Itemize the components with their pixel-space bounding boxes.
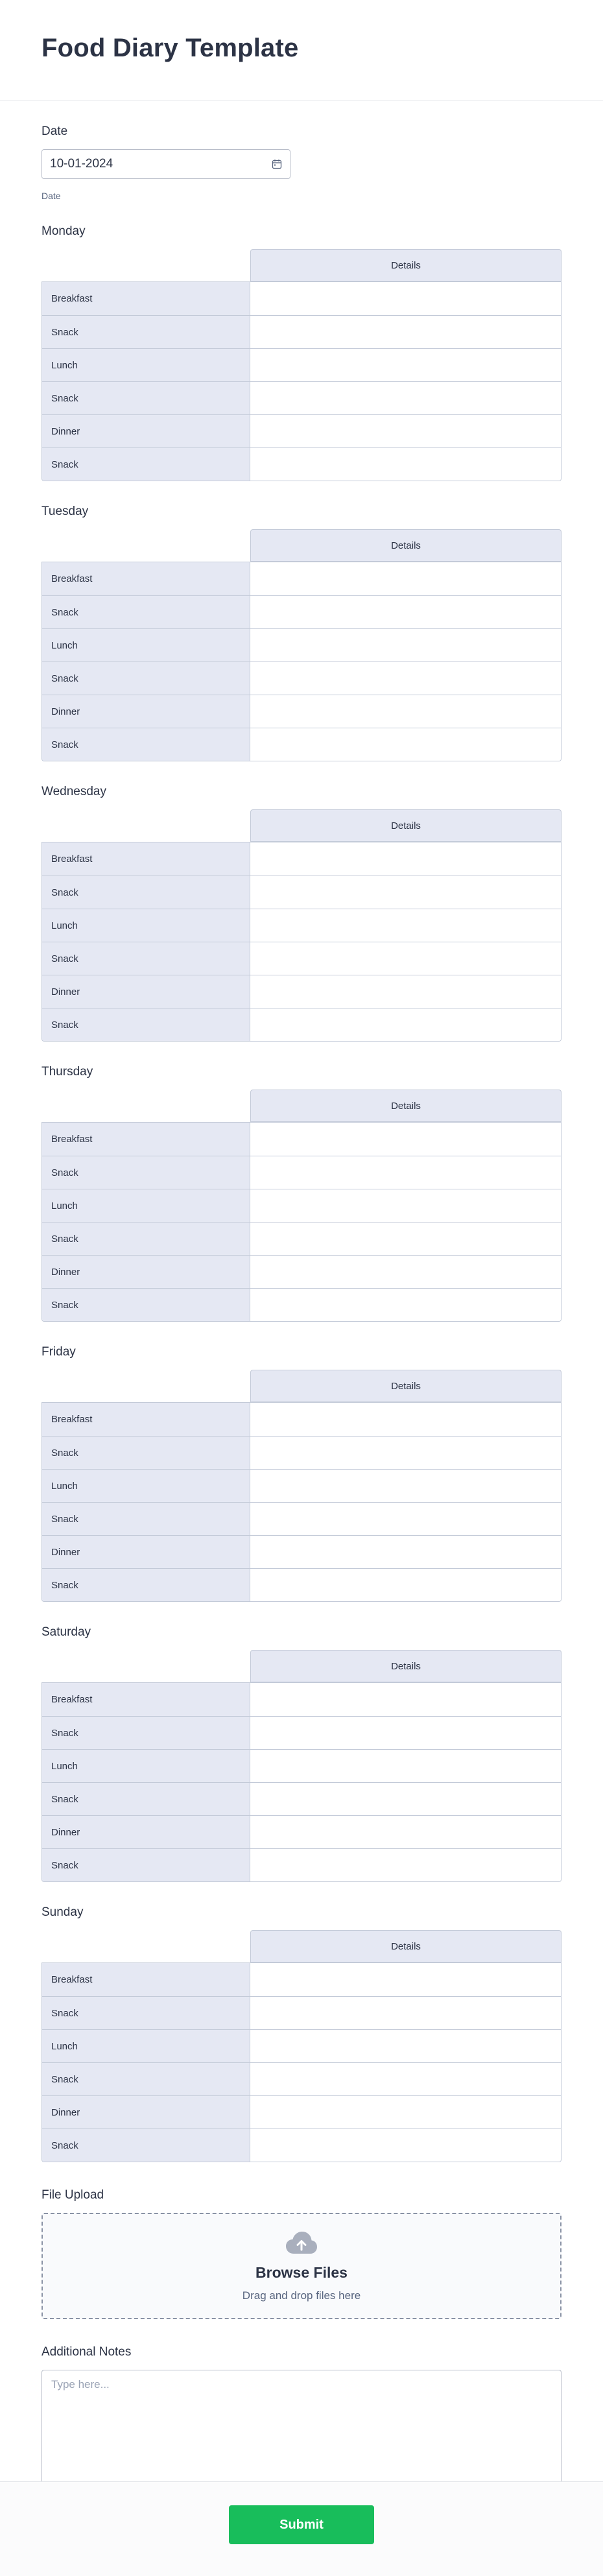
day-label: Thursday — [41, 1065, 93, 1079]
table-row — [42, 1815, 561, 1848]
meal-table-body — [41, 1122, 562, 1322]
meal-row-label: Snack — [42, 1437, 250, 1469]
day-section — [41, 785, 562, 1042]
date-input[interactable] — [50, 157, 244, 171]
details-input[interactable] — [250, 2129, 561, 2162]
details-cell[interactable] — [250, 1437, 561, 1469]
file-dropzone[interactable] — [41, 2213, 562, 2319]
table-row — [42, 282, 561, 315]
days-container — [41, 224, 562, 2162]
cloud-upload-icon — [285, 2230, 318, 2256]
details-input[interactable] — [250, 1156, 561, 1189]
details-cell[interactable] — [250, 1569, 561, 1601]
table-row — [42, 2029, 561, 2062]
meal-row-label: Lunch — [42, 2030, 250, 2062]
browse-files-button[interactable]: Browse Files — [255, 2263, 348, 2281]
table-row — [42, 1403, 561, 1436]
table-row — [42, 1469, 561, 1502]
details-input[interactable] — [250, 1189, 561, 1222]
details-input[interactable] — [250, 1783, 561, 1815]
meal-table-header — [41, 1650, 562, 1682]
meal-table — [41, 1370, 562, 1602]
meal-row-label: Lunch — [42, 1470, 250, 1502]
details-cell[interactable] — [250, 1963, 561, 1996]
table-row — [42, 1255, 561, 1288]
meal-row-label: Snack — [42, 662, 250, 695]
details-input[interactable] — [250, 1289, 561, 1321]
details-cell[interactable] — [250, 1683, 561, 1716]
meal-row-label: Snack — [42, 1289, 250, 1321]
details-cell[interactable] — [250, 842, 561, 876]
meal-table — [41, 809, 562, 1042]
date-sublabel: Date — [41, 191, 61, 201]
details-cell[interactable] — [250, 1289, 561, 1321]
details-cell[interactable] — [250, 448, 561, 481]
details-cell[interactable] — [250, 1256, 561, 1288]
day-label: Wednesday — [41, 785, 106, 798]
details-input[interactable] — [250, 562, 561, 595]
details-input[interactable] — [250, 1437, 561, 1469]
table-row — [42, 562, 561, 595]
details-column-header: Details — [250, 1650, 562, 1682]
details-input[interactable] — [250, 316, 561, 348]
details-input[interactable] — [250, 1222, 561, 1255]
details-input[interactable] — [250, 942, 561, 975]
details-input[interactable] — [250, 1816, 561, 1848]
day-section — [41, 505, 562, 761]
details-column-header: Details — [250, 1370, 562, 1402]
details-input[interactable] — [250, 1256, 561, 1288]
meal-row-label: Snack — [42, 1717, 250, 1749]
date-input-wrapper[interactable] — [41, 149, 290, 179]
meal-row-label: Snack — [42, 1569, 250, 1601]
meal-row-label: Snack — [42, 382, 250, 414]
date-label: Date — [41, 125, 68, 138]
table-row — [42, 595, 561, 628]
meal-row-label: Dinner — [42, 1816, 250, 1848]
details-cell[interactable] — [250, 382, 561, 414]
details-cell[interactable] — [250, 728, 561, 761]
details-input[interactable] — [250, 1849, 561, 1881]
meal-table-body — [41, 1682, 562, 1882]
table-row — [42, 662, 561, 695]
meal-row-label: Snack — [42, 1222, 250, 1255]
meal-row-label: Snack — [42, 1849, 250, 1881]
meal-row-label: Breakfast — [42, 1683, 250, 1716]
details-input[interactable] — [250, 975, 561, 1008]
details-cell[interactable] — [250, 596, 561, 628]
table-corner — [41, 1370, 250, 1402]
day-label: Sunday — [41, 1905, 84, 1919]
meal-row-label: Breakfast — [42, 1123, 250, 1156]
details-cell[interactable] — [250, 1717, 561, 1749]
details-cell[interactable] — [250, 629, 561, 662]
meal-row-label: Snack — [42, 942, 250, 975]
table-corner — [41, 249, 250, 281]
additional-notes-label: Additional Notes — [41, 2345, 132, 2359]
details-cell[interactable] — [250, 1156, 561, 1189]
meal-row-label: Snack — [42, 316, 250, 348]
meal-row-label: Snack — [42, 2063, 250, 2095]
day-label: Saturday — [41, 1625, 91, 1639]
details-input[interactable] — [250, 1683, 561, 1716]
day-label: Monday — [41, 224, 86, 238]
details-cell[interactable] — [250, 662, 561, 695]
meal-row-label: Breakfast — [42, 282, 250, 315]
details-input[interactable] — [250, 909, 561, 942]
details-cell[interactable] — [250, 942, 561, 975]
table-row — [42, 315, 561, 348]
meal-row-label: Lunch — [42, 1189, 250, 1222]
day-label: Tuesday — [41, 505, 89, 518]
table-row — [42, 447, 561, 481]
meal-row-label: Snack — [42, 2129, 250, 2162]
details-cell[interactable] — [250, 695, 561, 728]
table-row — [42, 1963, 561, 1996]
details-cell[interactable] — [250, 909, 561, 942]
details-cell[interactable] — [250, 1189, 561, 1222]
meal-row-label: Dinner — [42, 2096, 250, 2129]
table-row — [42, 628, 561, 662]
details-input[interactable] — [250, 448, 561, 481]
details-input[interactable] — [250, 2030, 561, 2062]
table-row — [42, 1749, 561, 1782]
table-row — [42, 728, 561, 761]
form-header — [0, 0, 603, 101]
table-row — [42, 1189, 561, 1222]
table-row — [42, 414, 561, 447]
file-upload-label: File Upload — [41, 2188, 104, 2202]
meal-row-label: Snack — [42, 1783, 250, 1815]
details-input[interactable] — [250, 876, 561, 909]
details-cell[interactable] — [250, 975, 561, 1008]
details-cell[interactable] — [250, 1008, 561, 1041]
table-row — [42, 1782, 561, 1815]
details-cell[interactable] — [250, 1997, 561, 2029]
day-section — [41, 1065, 562, 1322]
meal-table-body — [41, 1402, 562, 1602]
table-row — [42, 942, 561, 975]
details-cell[interactable] — [250, 349, 561, 381]
meal-table — [41, 1930, 562, 2162]
meal-row-label: Snack — [42, 1997, 250, 2029]
details-cell[interactable] — [250, 2129, 561, 2162]
details-column-header: Details — [250, 1930, 562, 1962]
details-input[interactable] — [250, 728, 561, 761]
details-input[interactable] — [250, 282, 561, 315]
table-row — [42, 2095, 561, 2129]
table-row — [42, 1568, 561, 1601]
table-row — [42, 1156, 561, 1189]
meal-row-label: Breakfast — [42, 1403, 250, 1436]
table-row — [42, 1535, 561, 1568]
meal-row-label: Dinner — [42, 975, 250, 1008]
meal-table-header — [41, 529, 562, 562]
meal-table-body — [41, 842, 562, 1042]
details-input[interactable] — [250, 382, 561, 414]
table-row — [42, 876, 561, 909]
table-row — [42, 381, 561, 414]
details-cell[interactable] — [250, 1849, 561, 1881]
details-input[interactable] — [250, 1123, 561, 1156]
table-row — [42, 1008, 561, 1041]
details-column-header: Details — [250, 1090, 562, 1122]
table-row — [42, 2129, 561, 2162]
day-section — [41, 1905, 562, 2162]
table-corner — [41, 1090, 250, 1122]
meal-table-header — [41, 249, 562, 281]
meal-row-label: Dinner — [42, 1256, 250, 1288]
details-input[interactable] — [250, 349, 561, 381]
meal-row-label: Lunch — [42, 349, 250, 381]
day-section — [41, 1625, 562, 1882]
meal-table-body — [41, 1962, 562, 2162]
table-row — [42, 1716, 561, 1749]
details-cell[interactable] — [250, 2030, 561, 2062]
details-input[interactable] — [250, 1470, 561, 1502]
details-input[interactable] — [250, 842, 561, 876]
details-cell[interactable] — [250, 876, 561, 909]
meal-table-body — [41, 562, 562, 761]
details-input[interactable] — [250, 1536, 561, 1568]
table-row — [42, 2062, 561, 2095]
table-row — [42, 975, 561, 1008]
details-input[interactable] — [250, 2063, 561, 2095]
details-column-header: Details — [250, 529, 562, 562]
details-cell[interactable] — [250, 1816, 561, 1848]
details-input[interactable] — [250, 1008, 561, 1041]
meal-row-label: Dinner — [42, 695, 250, 728]
table-row — [42, 909, 561, 942]
details-cell[interactable] — [250, 562, 561, 595]
table-row — [42, 1123, 561, 1156]
table-row — [42, 1683, 561, 1716]
meal-row-label: Lunch — [42, 629, 250, 662]
meal-table-header — [41, 1090, 562, 1122]
details-cell[interactable] — [250, 2063, 561, 2095]
meal-row-label: Snack — [42, 728, 250, 761]
meal-row-label: Snack — [42, 596, 250, 628]
meal-row-label: Snack — [42, 1503, 250, 1535]
meal-table-header — [41, 1930, 562, 1962]
meal-table — [41, 1650, 562, 1882]
meal-row-label: Snack — [42, 1156, 250, 1189]
details-input[interactable] — [250, 695, 561, 728]
notes-textarea[interactable] — [42, 2370, 561, 2500]
table-row — [42, 842, 561, 876]
day-section — [41, 1345, 562, 1602]
meal-row-label: Breakfast — [42, 562, 250, 595]
additional-notes-field — [41, 2345, 562, 2501]
meal-row-label: Breakfast — [42, 842, 250, 876]
meal-table-header — [41, 1370, 562, 1402]
details-cell[interactable] — [250, 1470, 561, 1502]
details-input[interactable] — [250, 1750, 561, 1782]
meal-row-label: Snack — [42, 448, 250, 481]
table-row — [42, 695, 561, 728]
details-cell[interactable] — [250, 1222, 561, 1255]
form-body — [0, 125, 603, 2501]
form-footer — [0, 2481, 603, 2576]
details-column-header: Details — [250, 809, 562, 842]
meal-table — [41, 529, 562, 761]
details-cell[interactable] — [250, 1536, 561, 1568]
details-input[interactable] — [250, 1403, 561, 1436]
meal-row-label: Dinner — [42, 415, 250, 447]
meal-row-label: Snack — [42, 876, 250, 909]
details-input[interactable] — [250, 2096, 561, 2129]
details-input[interactable] — [250, 415, 561, 447]
day-label: Friday — [41, 1345, 76, 1359]
details-input[interactable] — [250, 629, 561, 662]
meal-row-label: Dinner — [42, 1536, 250, 1568]
meal-table — [41, 249, 562, 481]
table-corner — [41, 529, 250, 562]
meal-table-body — [41, 281, 562, 481]
table-row — [42, 1288, 561, 1321]
details-input[interactable] — [250, 662, 561, 695]
table-row — [42, 1436, 561, 1469]
meal-table — [41, 1090, 562, 1322]
meal-row-label: Snack — [42, 1008, 250, 1041]
details-cell[interactable] — [250, 2096, 561, 2129]
table-row — [42, 1502, 561, 1535]
submit-button[interactable]: Submit — [229, 2505, 374, 2544]
details-cell[interactable] — [250, 282, 561, 315]
table-corner — [41, 809, 250, 842]
day-section — [41, 224, 562, 481]
date-field — [41, 125, 562, 201]
drag-drop-hint: Drag and drop files here — [242, 2289, 361, 2302]
details-input[interactable] — [250, 1569, 561, 1601]
details-input[interactable] — [250, 1963, 561, 1996]
details-input[interactable] — [250, 1997, 561, 2029]
details-cell[interactable] — [250, 415, 561, 447]
details-column-header: Details — [250, 249, 562, 281]
details-cell[interactable] — [250, 1750, 561, 1782]
table-corner — [41, 1650, 250, 1682]
table-row — [42, 1848, 561, 1881]
meal-row-label: Lunch — [42, 909, 250, 942]
table-row — [42, 1996, 561, 2029]
details-cell[interactable] — [250, 316, 561, 348]
table-row — [42, 1222, 561, 1255]
meal-row-label: Lunch — [42, 1750, 250, 1782]
table-corner — [41, 1930, 250, 1962]
details-cell[interactable] — [250, 1403, 561, 1436]
details-input[interactable] — [250, 1717, 561, 1749]
calendar-icon[interactable] — [272, 159, 282, 169]
meal-row-label: Breakfast — [42, 1963, 250, 1996]
table-row — [42, 348, 561, 381]
details-cell[interactable] — [250, 1503, 561, 1535]
details-input[interactable] — [250, 1503, 561, 1535]
file-upload-field — [41, 2188, 562, 2319]
details-cell[interactable] — [250, 1783, 561, 1815]
details-cell[interactable] — [250, 1123, 561, 1156]
page-title: Food Diary Template — [41, 34, 299, 62]
meal-table-header — [41, 809, 562, 842]
details-input[interactable] — [250, 596, 561, 628]
